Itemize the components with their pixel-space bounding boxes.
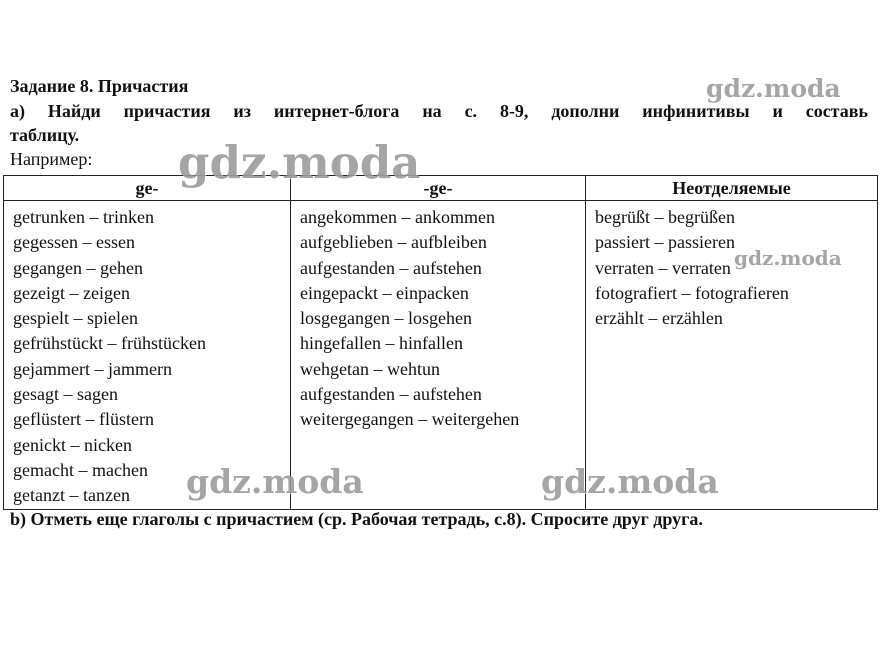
- participle-infinitive-pair: losgegangen – losgehen: [300, 308, 472, 329]
- example-label: Например:: [10, 149, 93, 169]
- instruction-word: из: [233, 101, 251, 121]
- instruction-word: дополни: [551, 101, 620, 121]
- header-ge-prefix: ge-: [4, 176, 291, 201]
- header-ge-infix: -ge-: [291, 176, 586, 201]
- watermark: gdz.moda: [706, 74, 841, 103]
- participle-infinitive-pair: getrunken – trinken: [13, 207, 154, 227]
- column-ge-prefix: [4, 201, 291, 510]
- watermark: gdz.moda: [186, 462, 364, 501]
- participle-infinitive-pair: aufgestanden – aufstehen: [300, 257, 482, 278]
- participle-infinitive-pair: geflüstert – flüstern: [13, 409, 154, 430]
- instruction-word: с.: [464, 101, 478, 121]
- instruction-word: инфинитивы: [642, 101, 750, 121]
- instruction-word: а): [10, 101, 25, 121]
- participle-infinitive-pair: begrüßt – begrüßen: [595, 207, 735, 227]
- participle-infinitive-pair: weitergegangen – weitergehen: [300, 409, 520, 430]
- participle-infinitive-pair: verraten – verraten: [595, 257, 731, 278]
- participle-infinitive-pair: wehgetan – wehtun: [300, 358, 440, 379]
- column-ge-infix: [291, 201, 586, 510]
- participle-infinitive-pair: aufgeblieben – aufbleiben: [300, 232, 487, 253]
- instruction-word: составь: [805, 101, 868, 121]
- participle-infinitive-pair: gejammert – jammern: [13, 358, 172, 379]
- participle-infinitive-pair: gezeigt – zeigen: [13, 282, 130, 303]
- participle-infinitive-pair: eingepackt – einpacken: [300, 282, 469, 303]
- instruction-word: на: [422, 101, 442, 121]
- task-b-instruction: b) Отметь еще глаголы с причастием (ср. Рабочая тетрадь, с.8). Спросите друг друга.: [10, 509, 703, 529]
- participle-infinitive-pair: hingefallen – hinfallen: [300, 333, 463, 354]
- instruction-word: интернет-блога: [273, 101, 400, 121]
- instruction-word: и: [772, 101, 783, 121]
- participle-infinitive-pair: gegangen – gehen: [13, 257, 143, 278]
- participle-infinitive-pair: aufgestanden – aufstehen: [300, 384, 482, 405]
- column-inseparable: [586, 201, 878, 510]
- participle-infinitive-pair: gespielt – spielen: [13, 308, 138, 329]
- instruction-word: Найди: [47, 101, 101, 121]
- participle-infinitive-pair: angekommen – ankommen: [300, 207, 495, 227]
- instruction-word: 8-9,: [499, 101, 529, 121]
- task-a-instruction-line1: [10, 101, 868, 122]
- instruction-word: причастия: [123, 101, 211, 121]
- participle-infinitive-pair: genickt – nicken: [13, 434, 132, 455]
- watermark: gdz.moda: [178, 136, 421, 189]
- participle-infinitive-pair: gegessen – essen: [13, 232, 135, 253]
- header-inseparable: Неотделяемые: [586, 176, 878, 201]
- participle-infinitive-pair: passiert – passieren: [595, 232, 735, 253]
- participle-infinitive-pair: gemacht – machen: [13, 459, 148, 480]
- table-header-row: [4, 176, 878, 201]
- task-title: Задание 8. Причастия: [10, 76, 189, 96]
- participle-infinitive-pair: fotografiert – fotografieren: [595, 282, 789, 303]
- table-body-row: [4, 201, 878, 510]
- task-a-instruction-line2: таблицу.: [10, 125, 80, 145]
- participles-table: [3, 175, 878, 510]
- watermark: gdz.moda: [734, 246, 842, 270]
- watermark: gdz.moda: [541, 462, 719, 501]
- participle-infinitive-pair: getanzt – tanzen: [13, 485, 130, 506]
- participle-infinitive-pair: gefrühstückt – frühstücken: [13, 333, 206, 354]
- participle-infinitive-pair: gesagt – sagen: [13, 384, 118, 405]
- participle-infinitive-pair: erzählt – erzählen: [595, 308, 723, 329]
